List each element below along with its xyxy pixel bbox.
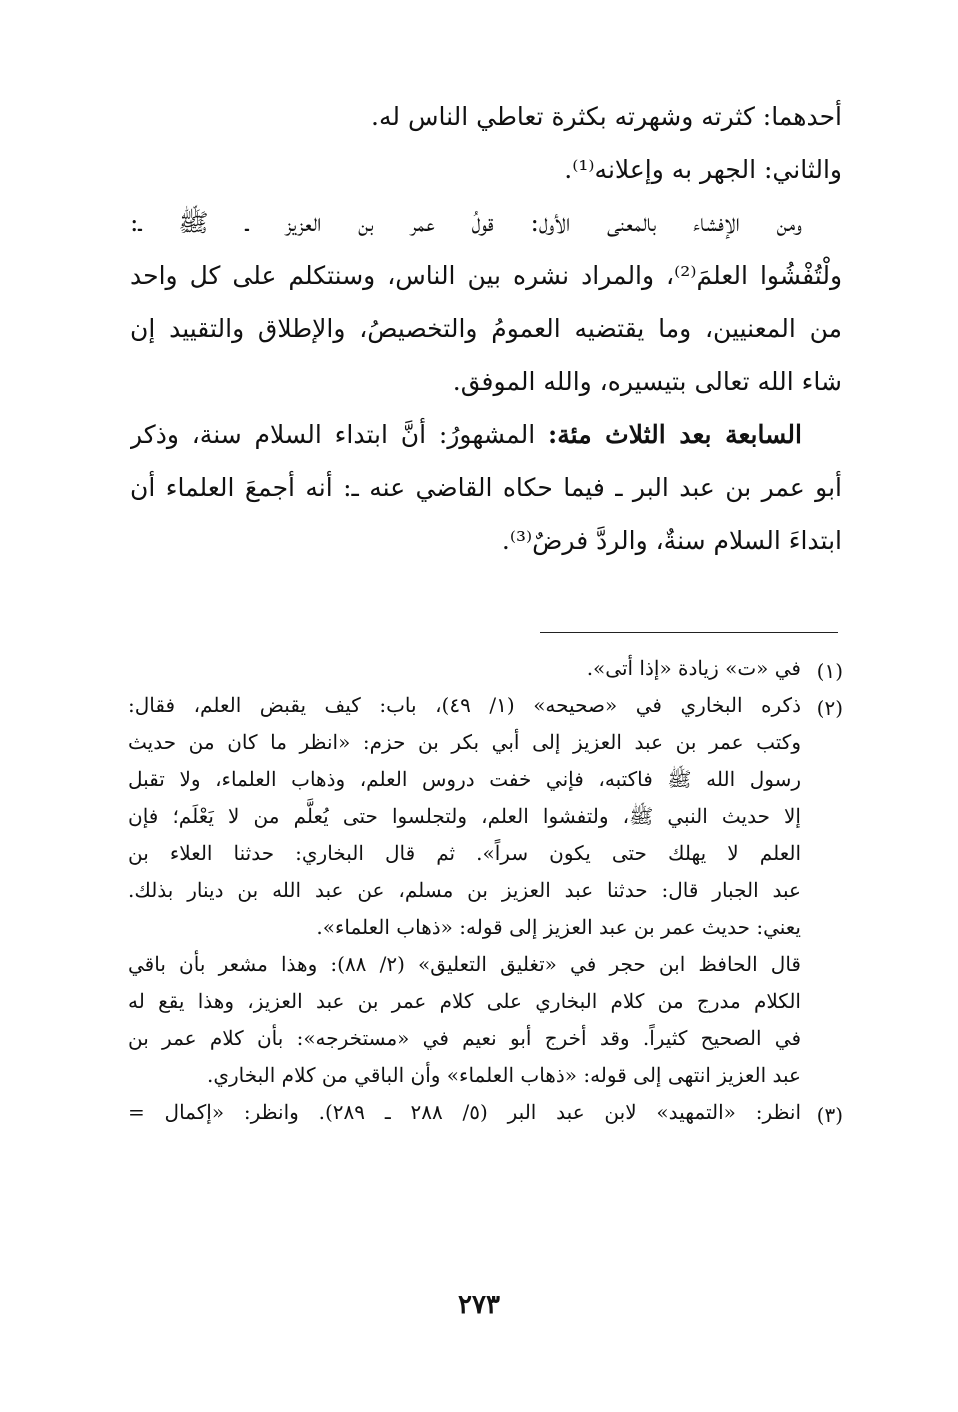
footnote-line: في «ت» زيادة «إذا أتى». [586, 656, 801, 680]
text-line-7 [130, 408, 842, 461]
footnote-separator [540, 632, 838, 633]
footnote-number: (٢) [816, 696, 843, 720]
footnote-line: العلم لا يهلك حتى يكون سراً». ثم قال البخاري: حدثنا العلاء بن [128, 841, 801, 865]
footnote-line: يعني: حديث عمر بن عبد العزيز إلى قوله: «ذهاب العلماء». [316, 915, 801, 939]
text-line-8: أبو عمر بن عبد البر ـ فيما حكاه القاضي عنه ـ: أنه أجمعَ العلماء أن [130, 473, 842, 502]
footnote-line: انظر: «التمهيد» لابن عبد البر (٥/ ٢٨٨ ـ ٢٨٩). وانظر: «إكمال = [128, 1100, 801, 1124]
text-line-5: من المعنيين، وما يقتضيه العمومُ والتخصيصُ، والإطلاق والتقييد إن [130, 314, 842, 343]
footnotes [128, 650, 843, 1131]
text-line-6: شاء الله تعالى بتيسيره، والله الموفق. [452, 367, 842, 396]
text-line-9: ابتداءَ السلام سنةٌ، والردَّ فرضٌ⁽³⁾. [501, 526, 842, 555]
footnote-line: عبد الجبار قال: حدثنا عبد العزيز بن مسلم، عن عبد الله بن دينار بذلك. [128, 878, 801, 902]
footnote-line: في الصحيح كثيراً. وقد أخرج أبو نعيم في «مستخرجه»: بأن كلام عمر بن [128, 1026, 801, 1050]
text-line-7-rest: المشهورُ: أنَّ ابتداء السلام سنة، وذكر [130, 420, 536, 449]
issue-heading: السابعة بعد الثلاث مئة: [548, 420, 802, 449]
footnote-line: الكلام مدرج من كلام البخاري على كلام عمر بن عبد العزيز، وهذا يقع له [128, 989, 801, 1013]
footnote-line: إلا حديث النبي ﷺ، ولتفشوا العلم، ولتجلسوا حتى يُعلَّم من لا يَعْلَم؛ فإن [128, 804, 801, 828]
footnote-2 [128, 687, 843, 1094]
footnote-line: رسول الله ﷺ فاكتبه، فإني خفت دروس العلم، وذهاب العلماء، ولا تقبل [128, 767, 801, 791]
main-text [130, 90, 842, 567]
footnote-line: عبد العزيز انتهى إلى قوله: «ذهاب العلماء» وأن الباقي من كلام البخاري. [206, 1063, 801, 1087]
page-number: ٢٧٣ [458, 1290, 500, 1320]
footnote-line: قال الحافظ ابن حجر في «تغليق التعليق» (٢/ ٨٨): وهذا مشعر بأن باقي [128, 952, 801, 976]
footnote-3 [128, 1094, 843, 1131]
text-line-3: ومن الإفشاء بالمعنى الأول: قولُ عمر بن العزيز ـ ﷺ ـ: [130, 208, 802, 237]
footnote-number: (١) [816, 659, 843, 683]
text-line-1: أحدهما: كثرته وشهرته بكثرة تعاطي الناس له. [371, 102, 842, 131]
footnote-line: ذكره البخاري في «صحيحه» (١/ ٤٩)، باب: كيف يقبض العلم، فقال: [128, 693, 801, 717]
footnote-number: (٣) [816, 1103, 843, 1127]
footnote-line: وكتب عمر بن عبد العزيز إلى أبي بكر بن حزم: «انظر ما كان من حديث [128, 730, 801, 754]
text-line-4: ولْتُفْشُوا العلمَ⁽²⁾، والمراد نشره بين الناس، وسنتكلم على كل واحد [130, 261, 842, 290]
footnote-1 [128, 650, 843, 687]
text-line-2: والثاني: الجهر به وإعلانه⁽¹⁾. [564, 155, 842, 184]
